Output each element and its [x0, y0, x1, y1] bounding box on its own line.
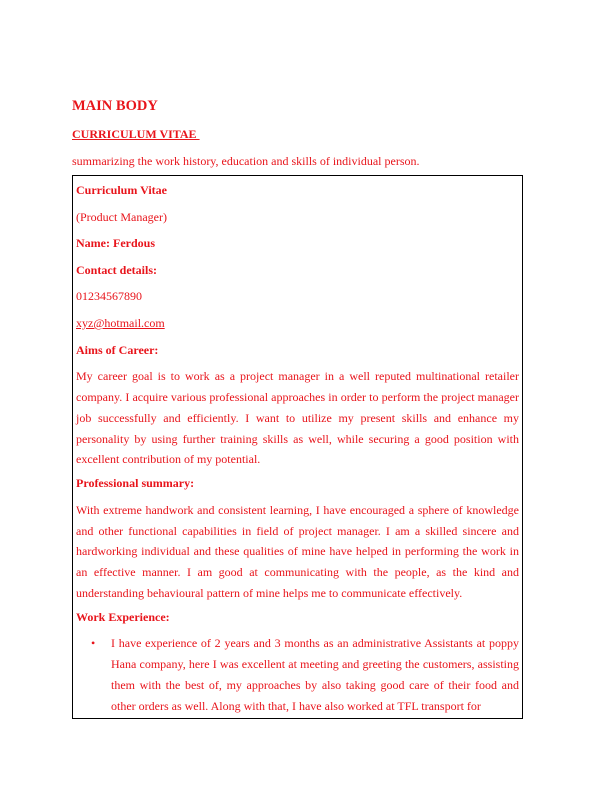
contact-details-label: Contact details:	[76, 262, 157, 277]
professional-summary-label: Professional summary:	[76, 476, 195, 491]
email-link[interactable]: xyz@hotmail.com	[76, 315, 165, 330]
cv-box	[72, 175, 523, 719]
list-item	[76, 633, 519, 716]
cv-role: (Product Manager)	[76, 209, 167, 224]
work-experience-item-text: I have experience of 2 years and 3 months as an administrative Assistants at poppy Hana company, here I was excellent at meeting and greeting the customers, assisting them with the best of, my approaches by also taking good care of their food and other orders as well. Along with that, I have also worked at TFL transport for	[111, 636, 519, 713]
curriculum-vitae-heading: CURRICULUM VITAE	[72, 127, 200, 141]
aims-of-career-text: My career goal is to work as a project manager in a well reputed multinational retailer company. I acquire various professional approaches in order to perform the project manager job successfully and efficiently. I want to utilize my present skills and enhance my personality by using further training skills as well, while securing a good position with excellent contribution of my potential.	[76, 369, 519, 467]
aims-of-career-label: Aims of Career:	[76, 342, 159, 357]
main-body-heading: MAIN BODY	[72, 98, 158, 114]
bullet-icon: •	[91, 636, 96, 651]
cv-content	[76, 183, 519, 717]
phone-number: 01234567890	[76, 289, 142, 304]
work-experience-label: Work Experience:	[76, 609, 170, 624]
cv-name: Name: Ferdous	[76, 236, 155, 251]
professional-summary-text: With extreme handwork and consistent learning, I have encouraged a sphere of knowledge and other functional capabilities in field of project manager. I am a skilled sincere and hardworking individual and these qualities of mine have helped in performing the work in an effective manner. I am good at communicating with the people, as the kind and understanding behavioural pattern of mine helps me to communicate effectively.	[76, 502, 519, 600]
cv-title: Curriculum Vitae	[76, 183, 167, 197]
work-experience-list	[76, 633, 519, 716]
intro-text: summarizing the work history, education and skills of individual person.	[72, 154, 420, 168]
